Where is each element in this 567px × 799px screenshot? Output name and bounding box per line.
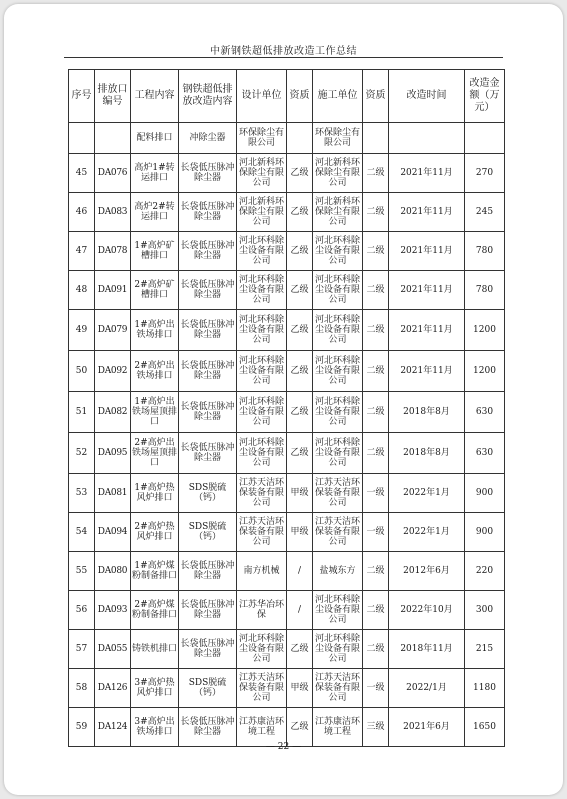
cell-no: 48 (69, 271, 95, 310)
col-header: 资质 (287, 70, 313, 123)
cell-content: 长袋低压脉冲除尘器 (179, 232, 237, 271)
cell-builder: 河北环科除尘设备有限公司 (313, 271, 363, 310)
document-page (4, 4, 563, 795)
cell-design-qual: 乙级 (287, 708, 313, 747)
cell-project: 1#高炉矿槽排口 (131, 232, 179, 271)
cell-builder-qual: 三级 (363, 708, 389, 747)
table-row (69, 392, 505, 433)
cell-content: 长袋低压脉冲除尘器 (179, 552, 237, 591)
cell-no (69, 123, 95, 154)
col-header: 排放口编号 (95, 70, 131, 123)
col-header: 设计单位 (237, 70, 287, 123)
cell-builder-qual: 二级 (363, 552, 389, 591)
col-header: 序号 (69, 70, 95, 123)
cell-design-qual: 甲级 (287, 669, 313, 708)
cell-amount: 780 (465, 271, 505, 310)
cell-project: 1#高炉出铁场排口 (131, 310, 179, 351)
cell-design-qual: 乙级 (287, 232, 313, 271)
cell-design-qual: 甲级 (287, 474, 313, 513)
cell-amount (465, 123, 505, 154)
cell-code: DA078 (95, 232, 131, 271)
cell-amount: 1180 (465, 669, 505, 708)
cell-amount: 300 (465, 591, 505, 630)
cell-design-qual (287, 123, 313, 154)
cell-content: 长袋低压脉冲除尘器 (179, 154, 237, 193)
cell-code: DA082 (95, 392, 131, 433)
cell-date: 2012年6月 (389, 552, 465, 591)
cell-amount: 245 (465, 193, 505, 232)
cell-design: 河北环科除尘设备有限公司 (237, 232, 287, 271)
col-header: 资质 (363, 70, 389, 123)
cell-project: 2#高炉出铁场屋顶排口 (131, 433, 179, 474)
cell-builder: 江苏康洁环境工程 (313, 708, 363, 747)
cell-builder: 河北环科除尘设备有限公司 (313, 392, 363, 433)
table-row (69, 433, 505, 474)
page-header: 中新钢铁超低排放改造工作总结 (210, 46, 357, 57)
cell-date: 2022年10月 (389, 591, 465, 630)
cell-content: 长袋低压脉冲除尘器 (179, 392, 237, 433)
table-row (69, 154, 505, 193)
cell-date: 2021年11月 (389, 232, 465, 271)
cell-content: 长袋低压脉冲除尘器 (179, 630, 237, 669)
cell-builder: 河北新科环保除尘有限公司 (313, 154, 363, 193)
cell-code: DA083 (95, 193, 131, 232)
cell-project: 配料排口 (131, 123, 179, 154)
page-number: — 22 — (265, 742, 302, 752)
cell-design: 河北新科环保除尘有限公司 (237, 154, 287, 193)
cell-project: 1#高炉出铁场屋顶排口 (131, 392, 179, 433)
cell-builder-qual: 一级 (363, 669, 389, 708)
cell-date: 2021年11月 (389, 154, 465, 193)
cell-date: 2021年11月 (389, 271, 465, 310)
cell-content: 长袋低压脉冲除尘器 (179, 351, 237, 392)
cell-builder: 盐城东方 (313, 552, 363, 591)
cell-design: 河北环科除尘设备有限公司 (237, 271, 287, 310)
cell-builder-qual: 二级 (363, 630, 389, 669)
table-row (69, 708, 505, 747)
table-row (69, 310, 505, 351)
cell-amount: 900 (465, 513, 505, 552)
cell-code: DA055 (95, 630, 131, 669)
cell-amount: 220 (465, 552, 505, 591)
table-row (69, 474, 505, 513)
cell-design: 江苏天洁环保装备有限公司 (237, 513, 287, 552)
cell-content: 长袋低压脉冲除尘器 (179, 591, 237, 630)
cell-design-qual: / (287, 591, 313, 630)
cell-content: 冲除尘器 (179, 123, 237, 154)
cell-code: DA081 (95, 474, 131, 513)
cell-amount: 630 (465, 392, 505, 433)
cell-design-qual: 乙级 (287, 271, 313, 310)
cell-design: 河北环科除尘设备有限公司 (237, 310, 287, 351)
cell-design-qual: 乙级 (287, 433, 313, 474)
cell-project: 3#高炉热风炉排口 (131, 669, 179, 708)
table-header-row (69, 70, 505, 123)
cell-date: 2021年6月 (389, 708, 465, 747)
cell-code: DA093 (95, 591, 131, 630)
cell-builder-qual (363, 123, 389, 154)
cell-date: 2022/1月 (389, 669, 465, 708)
cell-date: 2018年8月 (389, 392, 465, 433)
cell-design-qual: / (287, 552, 313, 591)
cell-design-qual: 乙级 (287, 630, 313, 669)
cell-builder: 环保除尘有限公司 (313, 123, 363, 154)
cell-design-qual: 乙级 (287, 392, 313, 433)
cell-builder-qual: 二级 (363, 193, 389, 232)
cell-builder: 江苏天洁环保装备有限公司 (313, 669, 363, 708)
table-row (69, 271, 505, 310)
cell-amount: 1200 (465, 310, 505, 351)
cell-content: 长袋低压脉冲除尘器 (179, 271, 237, 310)
col-header: 钢铁超低排放改造内容 (179, 70, 237, 123)
cell-no: 49 (69, 310, 95, 351)
cell-design: 江苏康洁环境工程 (237, 708, 287, 747)
cell-code: DA092 (95, 351, 131, 392)
cell-no: 45 (69, 154, 95, 193)
cell-builder: 江苏天洁环保装备有限公司 (313, 513, 363, 552)
cell-project: 2#高炉出铁场排口 (131, 351, 179, 392)
cell-builder-qual: 二级 (363, 351, 389, 392)
cell-no: 53 (69, 474, 95, 513)
table-row (69, 193, 505, 232)
cell-amount: 780 (465, 232, 505, 271)
cell-no: 55 (69, 552, 95, 591)
cell-content: SDS脱硫（钙） (179, 474, 237, 513)
cell-builder-qual: 二级 (363, 232, 389, 271)
cell-builder-qual: 二级 (363, 154, 389, 193)
cell-date (389, 123, 465, 154)
cell-amount: 1650 (465, 708, 505, 747)
cell-builder-qual: 一级 (363, 474, 389, 513)
cell-builder: 江苏天洁环保装备有限公司 (313, 474, 363, 513)
cell-content: 长袋低压脉冲除尘器 (179, 708, 237, 747)
cell-design: 河北环科除尘设备有限公司 (237, 392, 287, 433)
cell-project: 铸铁机排口 (131, 630, 179, 669)
cell-builder: 河北环科除尘设备有限公司 (313, 433, 363, 474)
cell-amount: 900 (465, 474, 505, 513)
cell-amount: 215 (465, 630, 505, 669)
cell-project: 3#高炉出铁场排口 (131, 708, 179, 747)
emission-retrofit-table (68, 69, 505, 747)
cell-builder: 河北环科除尘设备有限公司 (313, 310, 363, 351)
cell-design: 江苏天洁环保装备有限公司 (237, 474, 287, 513)
cell-builder-qual: 二级 (363, 433, 389, 474)
cell-builder-qual: 二级 (363, 591, 389, 630)
cell-project: 2#高炉热风炉排口 (131, 513, 179, 552)
cell-builder: 河北环科除尘设备有限公司 (313, 232, 363, 271)
cell-content: SDS脱硫（钙） (179, 513, 237, 552)
cell-no: 59 (69, 708, 95, 747)
table-row (69, 552, 505, 591)
cell-design: 河北环科除尘设备有限公司 (237, 630, 287, 669)
cell-no: 46 (69, 193, 95, 232)
cell-design: 南方机械 (237, 552, 287, 591)
table-row (69, 351, 505, 392)
cell-code: DA079 (95, 310, 131, 351)
cell-design: 河北新科环保除尘有限公司 (237, 193, 287, 232)
cell-amount: 270 (465, 154, 505, 193)
cell-builder-qual: 二级 (363, 271, 389, 310)
cell-project: 2#高炉矿槽排口 (131, 271, 179, 310)
cell-content: SDS脱硫（钙） (179, 669, 237, 708)
col-header: 改造金额（万元） (465, 70, 505, 123)
table-row (69, 513, 505, 552)
cell-content: 长袋低压脉冲除尘器 (179, 193, 237, 232)
cell-design-qual: 乙级 (287, 154, 313, 193)
cell-no: 51 (69, 392, 95, 433)
cell-project: 高炉2#转运排口 (131, 193, 179, 232)
cell-builder: 河北环科除尘设备有限公司 (313, 351, 363, 392)
cell-builder-qual: 二级 (363, 392, 389, 433)
cell-no: 57 (69, 630, 95, 669)
table-row (69, 232, 505, 271)
cell-design: 江苏天洁环保装备有限公司 (237, 669, 287, 708)
cell-design: 河北环科除尘设备有限公司 (237, 351, 287, 392)
cell-project: 1#高炉热风炉排口 (131, 474, 179, 513)
cell-design-qual: 甲级 (287, 513, 313, 552)
cell-builder: 河北环科除尘设备有限公司 (313, 591, 363, 630)
cell-code: DA094 (95, 513, 131, 552)
cell-content: 长袋低压脉冲除尘器 (179, 310, 237, 351)
col-header: 改造时间 (389, 70, 465, 123)
cell-code: DA091 (95, 271, 131, 310)
cell-content: 长袋低压脉冲除尘器 (179, 433, 237, 474)
cell-design-qual: 乙级 (287, 310, 313, 351)
cell-date: 2021年11月 (389, 351, 465, 392)
cell-project: 1#高炉煤粉制备排口 (131, 552, 179, 591)
cell-date: 2022年1月 (389, 513, 465, 552)
cell-code: DA080 (95, 552, 131, 591)
cell-design: 环保除尘有限公司 (237, 123, 287, 154)
header-divider (64, 57, 503, 58)
cell-date: 2018年11月 (389, 630, 465, 669)
col-header: 施工单位 (313, 70, 363, 123)
cell-code: DA124 (95, 708, 131, 747)
cell-code: DA076 (95, 154, 131, 193)
cell-no: 54 (69, 513, 95, 552)
cell-no: 56 (69, 591, 95, 630)
cell-design: 河北环科除尘设备有限公司 (237, 433, 287, 474)
cell-builder: 河北新科环保除尘有限公司 (313, 193, 363, 232)
cell-no: 52 (69, 433, 95, 474)
cell-code: DA095 (95, 433, 131, 474)
cell-code (95, 123, 131, 154)
cell-date: 2021年11月 (389, 193, 465, 232)
cell-design-qual: 乙级 (287, 351, 313, 392)
cell-project: 高炉1#转运排口 (131, 154, 179, 193)
cell-no: 58 (69, 669, 95, 708)
table-row (69, 669, 505, 708)
table-row (69, 630, 505, 669)
table-row (69, 591, 505, 630)
cell-builder-qual: 一级 (363, 513, 389, 552)
cell-code: DA126 (95, 669, 131, 708)
cell-builder: 河北环科除尘设备有限公司 (313, 630, 363, 669)
cell-no: 47 (69, 232, 95, 271)
cell-date: 2021年11月 (389, 310, 465, 351)
table-row (69, 123, 505, 154)
cell-project: 2#高炉煤粉制备排口 (131, 591, 179, 630)
cell-design-qual: 乙级 (287, 193, 313, 232)
cell-builder-qual: 二级 (363, 310, 389, 351)
cell-amount: 630 (465, 433, 505, 474)
cell-date: 2022年1月 (389, 474, 465, 513)
col-header: 工程内容 (131, 70, 179, 123)
cell-design: 江苏华冶环保 (237, 591, 287, 630)
cell-date: 2018年8月 (389, 433, 465, 474)
cell-no: 50 (69, 351, 95, 392)
cell-amount: 1200 (465, 351, 505, 392)
